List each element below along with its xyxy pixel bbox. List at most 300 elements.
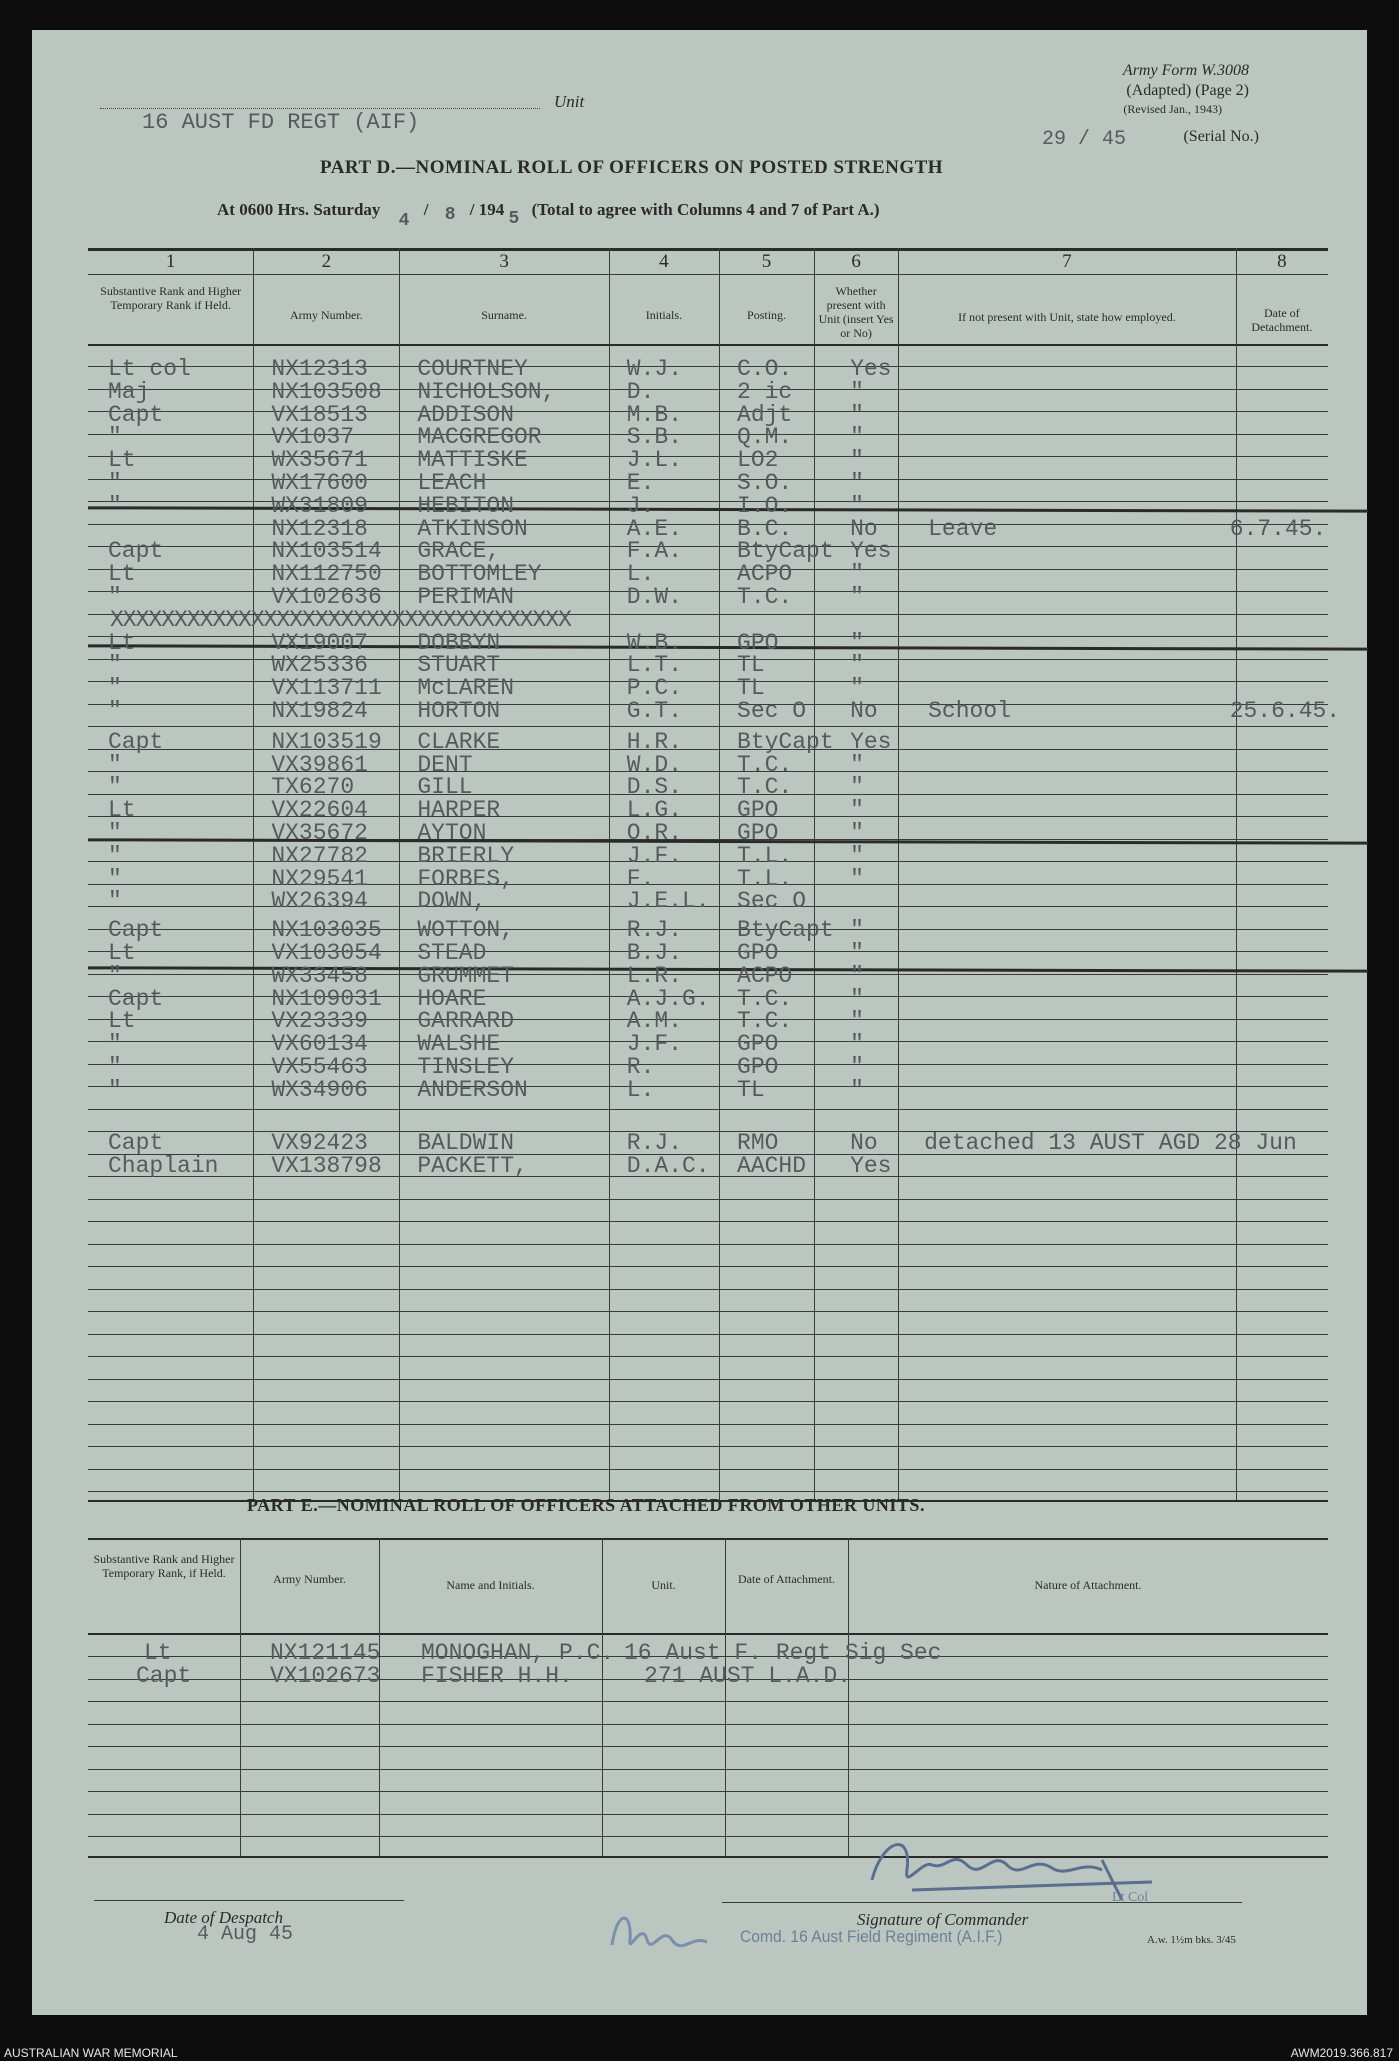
table-cell: T.C. [737, 751, 793, 778]
table-cell: T.C. [737, 1008, 793, 1035]
table-cell: S.B. [626, 424, 683, 451]
table-cell: COURTNEY [417, 356, 528, 382]
part-e-column-divider [725, 1538, 726, 1856]
table-cell: E. [626, 470, 655, 496]
table-cell: VX23339 [271, 1008, 368, 1035]
table-cell: BRIERLY [417, 842, 514, 869]
table-cell: " [850, 492, 864, 519]
table-cell: ATKINSON [417, 515, 528, 542]
table-cell: BtyCapt [737, 538, 834, 565]
column-divider [609, 248, 610, 1500]
table-cell: R. [626, 1054, 655, 1080]
table-cell: Lt [108, 940, 136, 966]
table-cell: NX103035 [271, 917, 382, 944]
date-year: 5 [508, 209, 520, 229]
table-cell: " [108, 584, 122, 610]
part-e-ruled-line [88, 1701, 1328, 1702]
part-e-ruled-line [88, 1814, 1328, 1815]
table-cell: RMO [737, 1130, 779, 1157]
part-e-ruled-line [88, 1769, 1328, 1770]
table-cell: LEACH [417, 470, 487, 496]
table-cell: T.C. [737, 774, 793, 801]
ruled-line [88, 1289, 1328, 1290]
part-e-column-header: Date of Attachment. [738, 1572, 835, 1586]
table-cell: DOBBYN [417, 629, 501, 656]
footer-left: AUSTRALIAN WAR MEMORIAL [4, 2046, 178, 2060]
table-cell: W.J. [626, 356, 683, 382]
ruled-line [88, 1109, 1328, 1110]
table-cell: L.G. [626, 797, 683, 824]
table-cell: " [108, 962, 122, 989]
table-cell: Capt [108, 985, 164, 1012]
table-cell: " [850, 378, 864, 405]
table-cell: H.R. [626, 728, 683, 755]
table-cell: AYTON [417, 820, 487, 846]
table-cell: J.E.L. [626, 888, 710, 915]
column-number: 2 [321, 251, 332, 272]
unit-dotted-line [100, 108, 540, 110]
table-cell: No [850, 1130, 878, 1157]
army-form-number: Army Form W.3008 [1122, 62, 1249, 79]
table-cell: " [850, 584, 864, 610]
table-cell: " [850, 470, 864, 496]
table-cell: VX18513 [271, 401, 368, 428]
table-cell: Lt [108, 447, 136, 474]
part-e-column-header: Nature of Attachment. [1034, 1578, 1142, 1592]
table-cell: 6.7.45. [1229, 515, 1327, 542]
ruled-line [88, 1379, 1328, 1380]
date-of-despatch-value: 4 Aug 45 [197, 1923, 294, 1946]
date-suffix: (Total to agree with Columns 4 and 7 of Part A.) [531, 200, 880, 219]
part-e-column-header: Unit. [651, 1578, 676, 1592]
table-cell: Lt [108, 561, 136, 588]
table-cell: F. [626, 865, 655, 892]
column-number: 5 [761, 251, 772, 272]
column-number: 7 [1062, 251, 1072, 272]
table-cell: GRUMMET [417, 962, 514, 989]
table-cell: R.J. [626, 917, 683, 944]
table-cell: " [850, 675, 864, 702]
table-cell: TINSLEY [417, 1054, 514, 1080]
part-e-cell: FISHER H.H. [421, 1663, 573, 1689]
table-cell: P.C. [626, 675, 683, 702]
table-cell: WOTTON, [417, 917, 514, 944]
table-cell: McLAREN [417, 675, 514, 702]
struck-out-entry: XXXXXXXXXXXXXXXXXXXXXXXXXXXXXXXXXXXX [110, 606, 571, 633]
table-cell: NICHOLSON, [417, 378, 556, 405]
table-cell: " [850, 1008, 864, 1035]
table-cell: VX60134 [271, 1031, 368, 1058]
table-cell: Yes [850, 538, 892, 565]
table-cell: HARPER [417, 797, 501, 824]
table-cell: L.R. [626, 962, 683, 989]
unit-value: 16 AUST FD REGT (AIF) [142, 110, 420, 135]
part-e-cell: 271 AUST L.A.D. [644, 1663, 852, 1689]
table-cell: HEBITON [417, 492, 514, 519]
table-cell: ANDERSON [417, 1076, 528, 1103]
table-cell: GPO [737, 629, 779, 656]
date-prefix: At 0600 Hrs. Saturday [217, 200, 381, 219]
table-cell: Leave [928, 515, 998, 542]
table-cell: ADDISON [417, 401, 514, 428]
table-cell: " [108, 865, 122, 892]
table-cell: T.L. [737, 865, 793, 892]
part-e-title: PART E.—NOMINAL ROLL OF OFFICERS ATTACHED FROM OTHER UNITS. [247, 1495, 925, 1515]
print-reference: A.w. 1½m bks. 3/45 [1147, 1934, 1236, 1946]
table-cell: GPO [737, 1054, 779, 1080]
column-number: 8 [1277, 251, 1287, 272]
column-divider [814, 248, 815, 1500]
part-d-date-line: At 0600 Hrs. Saturday 4 / 8 / 194 5 (Total to agree with Columns 4 and 7 of Part A.) [217, 200, 880, 231]
table-cell: VX113711 [271, 675, 382, 702]
part-e-ruled-line [88, 1791, 1328, 1792]
table-cell: AACHD [737, 1153, 807, 1180]
table-cell: A.E. [626, 515, 683, 542]
table-cell: GARRARD [417, 1008, 514, 1035]
ruled-line [88, 1266, 1328, 1267]
table-cell: " [850, 962, 864, 989]
table-cell: " [108, 698, 122, 724]
table-cell: M.B. [626, 401, 683, 428]
ruled-line [88, 1469, 1328, 1470]
table-cell: WX33458 [271, 962, 368, 989]
table-cell: BALDWIN [417, 1130, 514, 1157]
table-cell: " [850, 774, 864, 801]
table-cell: " [850, 797, 864, 824]
table-cell: Capt [108, 538, 164, 565]
part-e-cell: Capt [136, 1663, 192, 1689]
table-cell: TL [737, 1076, 765, 1103]
serial-label: (Serial No.) [1183, 128, 1259, 145]
part-e-top-border [88, 1538, 1328, 1540]
table-cell: HOARE [417, 985, 487, 1012]
table-cell: L. [626, 561, 655, 588]
column-header: Date of Detachment. [1251, 306, 1313, 334]
table-cell: WALSHE [417, 1031, 501, 1058]
date-of-despatch-label: Date of Despatch [164, 1908, 283, 1927]
table-cell: Lt col [108, 356, 191, 382]
table-cell: Chaplain [108, 1153, 219, 1180]
table-cell: ACPO [737, 962, 793, 989]
ruled-line [88, 726, 1328, 727]
table-cell: Capt [108, 917, 164, 944]
table-cell: " [850, 447, 864, 474]
table-cell: J. [626, 492, 655, 519]
part-e-ruled-line [88, 1746, 1328, 1747]
table-cell: Lt [108, 629, 136, 656]
table-cell: GPO [737, 820, 779, 846]
part-d-table [88, 248, 1341, 1500]
table-cell: GPO [737, 1031, 779, 1058]
table-cell: Q.M. [737, 424, 793, 451]
table-cell: TL [737, 652, 765, 679]
commander-stamp: Comd. 16 Aust Field Regiment (A.I.F.) [740, 1927, 1003, 1946]
table-cell: W.B. [626, 629, 683, 656]
table-cell: " [108, 652, 122, 679]
table-cell: NX19824 [271, 698, 368, 724]
form-revised: (Revised Jan., 1943) [1123, 102, 1222, 116]
part-e-column-divider [379, 1538, 380, 1856]
header-bottom-border [88, 344, 1328, 346]
table-cell: D.A.C. [626, 1153, 710, 1180]
table-cell: Maj [108, 378, 150, 405]
column-header: Posting. [747, 308, 787, 322]
column-number: 1 [165, 251, 176, 272]
ruled-line [88, 1334, 1328, 1335]
ruled-line [88, 1356, 1328, 1357]
table-cell: " [850, 865, 864, 892]
table-cell: NX12318 [271, 515, 368, 542]
table-cell: TL [737, 675, 765, 702]
table-cell: R.J. [626, 1130, 683, 1157]
table-cell: NX12313 [271, 356, 368, 382]
table-cell: " [850, 1054, 864, 1080]
table-cell: DOWN, [417, 888, 487, 915]
table-cell: A.J.G. [626, 985, 710, 1012]
table-cell: " [108, 470, 122, 496]
table-cell: BOTTOMLEY [417, 561, 542, 588]
signature-label: Signature of Commander [857, 1910, 1029, 1929]
table-cell: HORTON [417, 698, 501, 724]
table-cell: " [850, 842, 864, 869]
table-cell: A.M. [626, 1008, 683, 1035]
column-header: Whether present with Unit (insert Yes or No) [818, 284, 894, 340]
table-cell: Lt [108, 1008, 136, 1035]
table-cell: GILL [417, 774, 473, 801]
lt-col-stamp: Lt Col [1112, 1890, 1149, 1905]
table-cell: 2 ic [737, 378, 793, 405]
table-cell: NX103508 [271, 378, 382, 405]
table-cell: No [850, 515, 878, 542]
table-cell: B.J. [626, 940, 683, 966]
table-cell: Yes [850, 356, 892, 382]
table-cell: Capt [108, 728, 164, 755]
part-e-column-divider [240, 1538, 241, 1856]
table-cell: VX92423 [271, 1130, 368, 1157]
table-cell: D.S. [626, 774, 683, 801]
table-cell: " [850, 751, 864, 778]
table-cell: T.C. [737, 985, 793, 1012]
ruled-line [88, 1199, 1328, 1200]
part-e-column-divider [602, 1538, 603, 1856]
table-cell: " [850, 1031, 864, 1058]
table-cell: NX103514 [271, 538, 382, 565]
table-cell: MATTISKE [417, 447, 528, 474]
table-cell: BtyCapt [737, 917, 834, 944]
table-cell: " [108, 842, 122, 869]
part-e-cell: MONOGHAN, P.C. [421, 1640, 615, 1666]
ruled-line [88, 1221, 1328, 1222]
table-cell: VX39861 [271, 751, 368, 778]
table-cell: J.F. [626, 842, 683, 869]
table-cell: " [850, 940, 864, 966]
table-cell: " [850, 917, 864, 944]
table-cell: STEAD [417, 940, 487, 966]
table-cell: " [108, 751, 122, 778]
table-cell: " [108, 888, 122, 915]
table-cell: W.D. [626, 751, 683, 778]
column-number: 3 [499, 251, 509, 272]
table-cell: S.O. [737, 470, 793, 496]
table-cell: Adjt [737, 401, 793, 428]
date-month: 8 [444, 205, 456, 225]
table-cell: STUART [417, 652, 501, 679]
table-cell: FORBES, [417, 865, 514, 892]
table-cell: DENT [417, 751, 473, 778]
table-cell: " [108, 774, 122, 801]
table-cell: NX27782 [271, 842, 368, 869]
part-e-column-header: Substantive Rank and Higher Temporary Rank, if Held. [93, 1552, 235, 1580]
table-cell: " [850, 401, 864, 428]
table-cell: " [108, 1076, 122, 1103]
part-e-header-bottom [88, 1633, 1328, 1635]
column-divider [1236, 248, 1237, 1500]
table-cell: CLARKE [417, 728, 501, 755]
table-cell: Yes [850, 728, 892, 755]
table-cell: NX112750 [271, 561, 382, 588]
ruled-line [88, 1491, 1328, 1492]
column-number: 4 [659, 251, 669, 272]
column-header: If not present with Unit, state how employed. [958, 310, 1176, 324]
table-cell: " [108, 424, 122, 451]
table-cell: WX26394 [271, 888, 368, 915]
part-e-column-header: Army Number. [273, 1572, 346, 1586]
table-cell: GPO [737, 797, 779, 824]
part-e-cell: 16 Aust F. Regt Sig Sec [624, 1640, 942, 1666]
table-cell: PERIMAN [417, 584, 514, 610]
table-cell: VX138798 [271, 1153, 382, 1180]
table-cell: " [108, 1031, 122, 1058]
table-cell: O.R. [626, 820, 683, 846]
table-cell: " [850, 985, 864, 1012]
table-cell: Yes [850, 1153, 892, 1180]
table-cell: F.A. [626, 538, 683, 565]
table-cell: WX34906 [271, 1076, 368, 1103]
table-cell: VX55463 [271, 1054, 368, 1080]
table-cell: L. [626, 1076, 655, 1103]
table-cell: T.L. [737, 842, 793, 869]
initials-signature [602, 1900, 722, 1960]
table-cell: 25.6.45. [1229, 698, 1341, 724]
ruled-line [88, 1401, 1328, 1402]
table-cell: NX103519 [271, 728, 382, 755]
part-e-cell: NX121145 [270, 1640, 381, 1666]
table-cell: VX22604 [271, 797, 368, 824]
serial-number: 29 / 45 [1042, 128, 1127, 151]
table-cell: Sec O [737, 698, 807, 724]
ruled-line [88, 1311, 1328, 1312]
table-cell: PACKETT, [417, 1153, 528, 1180]
part-d-title: PART D.—NOMINAL ROLL OF OFFICERS ON POSTED STRENGTH [320, 157, 944, 178]
part-e-ruled-line [88, 1724, 1328, 1725]
table-cell: Capt [108, 1130, 164, 1157]
table-cell: BtyCapt [737, 728, 834, 755]
table-cell: Sec O [737, 888, 807, 915]
table-cell: B.C. [737, 515, 793, 542]
table-cell: School [928, 698, 1011, 724]
column-header: Surname. [481, 308, 527, 322]
table-cell: VX1037 [271, 424, 355, 451]
form-adapted: (Adapted) (Page 2) [1126, 82, 1249, 99]
column-divider [253, 248, 254, 1500]
table-cell: " [108, 675, 122, 702]
date-year-prefix: 194 [478, 200, 505, 219]
part-e-column-header: Name and Initials. [446, 1578, 535, 1592]
ruled-line [88, 1424, 1328, 1425]
table-cell: J.L. [626, 447, 683, 474]
table-cell: " [850, 561, 864, 588]
column-divider [399, 248, 400, 1500]
table-cell: VX102636 [271, 584, 382, 610]
part-e-cell: Lt [144, 1640, 172, 1666]
column-header: Army Number. [290, 308, 363, 322]
table-cell: J.F. [626, 1031, 683, 1058]
table-cell: " [850, 1076, 864, 1103]
column-header: Initials. [645, 308, 683, 322]
table-cell: D. [626, 378, 655, 405]
footer-right: AWM2019.366.817 [1290, 2046, 1393, 2060]
table-cell: VX103054 [271, 940, 382, 966]
table-cell: " [850, 820, 864, 846]
table-cell: GRACE, [417, 538, 501, 565]
form-page [32, 30, 1367, 2015]
column-divider [898, 248, 899, 1500]
table-cell: NX29541 [271, 865, 368, 892]
table-cell: VX35672 [271, 820, 368, 846]
table-cell: NX109031 [271, 985, 382, 1012]
part-e-column-divider [848, 1538, 849, 1856]
table-cell: T.C. [737, 584, 793, 610]
ruled-line [88, 1446, 1328, 1447]
table-cell: I.O. [737, 492, 793, 519]
column-divider [719, 248, 720, 1500]
table-cell: " [108, 1054, 122, 1080]
table-cell: WX17600 [271, 470, 368, 496]
table-cell: Lt [108, 797, 136, 824]
date-day: 4 [398, 211, 410, 231]
table-cell: L.T. [626, 652, 683, 679]
part-e-cell: VX102673 [270, 1663, 381, 1689]
table-cell: WX31809 [271, 492, 368, 519]
despatch-line [94, 1900, 404, 1901]
table-cell: Capt [108, 401, 164, 428]
table-cell: No [850, 698, 878, 724]
part-e-table [88, 1538, 1328, 1858]
table-cell: detached 13 AUST AGD 28 Jun [924, 1130, 1297, 1157]
table-cell: " [850, 424, 864, 451]
table-cell: WX35671 [271, 447, 368, 474]
table-cell: MACGREGOR [417, 424, 542, 451]
table-cell: WX25336 [271, 652, 368, 679]
table-cell: G.T. [626, 698, 683, 724]
ruled-line [88, 1244, 1328, 1245]
table-cell: " [108, 492, 122, 519]
table-cell: GPO [737, 940, 779, 966]
unit-label: Unit [554, 92, 585, 111]
column-number: 6 [851, 251, 861, 272]
column-header: Substantive Rank and Higher Temporary Rank if Held. [100, 284, 242, 312]
table-cell: " [850, 629, 864, 656]
col-number-divider [88, 274, 1328, 275]
table-cell: " [850, 652, 864, 679]
table-cell: VX19007 [271, 629, 368, 656]
table-cell: ACPO [737, 561, 793, 588]
table-cell: D.W. [626, 584, 683, 610]
table-cell: LO2 [737, 447, 779, 474]
table-cell: " [108, 820, 122, 846]
table-cell: TX6270 [271, 774, 355, 801]
table-cell: C.O. [737, 356, 793, 382]
